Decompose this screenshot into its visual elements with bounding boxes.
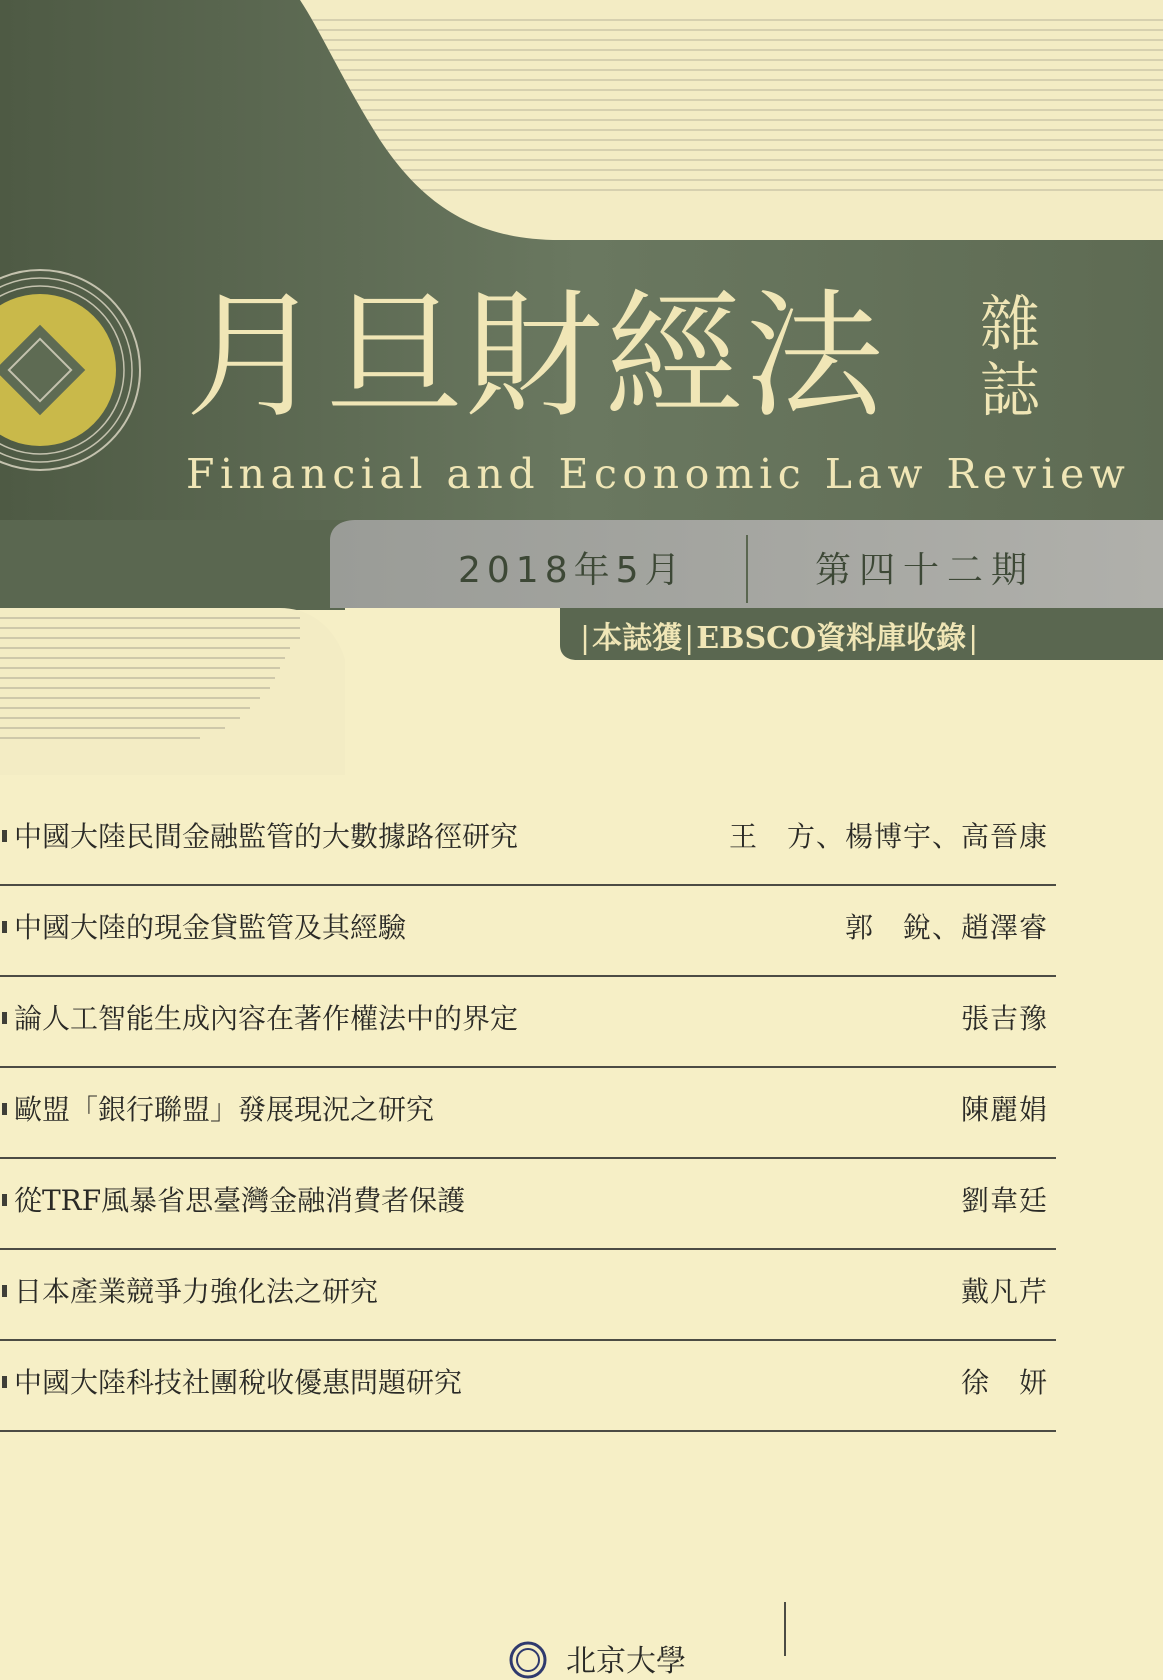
toc-article-title: 中國大陸科技社團稅收優惠問題研究 [14,1366,463,1399]
toc-article-title: 日本產業競爭力強化法之研究 [14,1275,379,1308]
footer-divider [784,1602,786,1656]
toc-article-authors: 劉韋廷 [960,1184,1048,1217]
toc-article-title: 中國大陸的現金貸監管及其經驗 [14,911,407,944]
cream-lower-left [0,608,345,775]
toc-article-title: 中國大陸民間金融監管的大數據路徑研究 [14,820,519,853]
index-note [578,613,980,657]
toc-article-title: 從TRF風暴省思臺灣金融消費者保護 [14,1184,466,1217]
toc-article-title: 歐盟「銀行聯盟」發展現況之研究 [14,1093,435,1126]
toc-bullet [2,1103,7,1115]
toc-bullet [2,1285,7,1297]
issue-divider [746,535,748,603]
table-of-contents [0,795,1056,1432]
index-note-prefix: 本誌獲 [592,621,683,656]
toc-article-title: 論人工智能生成內容在著作權法中的界定 [14,1002,519,1035]
journal-title-en: Financial and Economic Law Review [186,450,1131,498]
toc-row [0,977,1056,1068]
issue-date: 2018年5月 [458,550,687,591]
index-note-text: EBSCO資料庫收錄 [696,621,967,656]
toc-article-authors: 戴凡芹 [960,1275,1048,1308]
toc-article-authors: 王 方、楊博宇、高晉康 [728,820,1048,853]
toc-article-authors: 郭 銳、趙澤睿 [844,911,1048,944]
toc-article-authors: 徐 妍 [960,1366,1048,1399]
toc-row [0,1159,1056,1250]
issue-number: 第四十二期 [815,550,1036,591]
journal-title-cjk: 月旦財經法 [185,276,886,437]
toc-row [0,1068,1056,1159]
index-note-bar: | [580,621,591,656]
index-note-bar: | [684,621,695,656]
toc-article-authors: 張吉豫 [960,1002,1048,1035]
index-note-bar: | [968,621,979,656]
toc-bullet [2,921,7,933]
toc-bullet [2,1012,7,1024]
toc-bullet [2,1194,7,1206]
journal-title-suffix: 雜誌 [980,290,1040,426]
publisher-name: 北京大學 [566,1644,686,1679]
toc-row [0,795,1056,886]
toc-bullet [2,830,7,842]
university-seal-icon [508,1640,548,1680]
toc-row [0,1250,1056,1341]
toc-article-authors: 陳麗娟 [960,1093,1048,1126]
toc-row [0,886,1056,977]
toc-bullet [2,1376,7,1388]
toc-row [0,1341,1056,1432]
